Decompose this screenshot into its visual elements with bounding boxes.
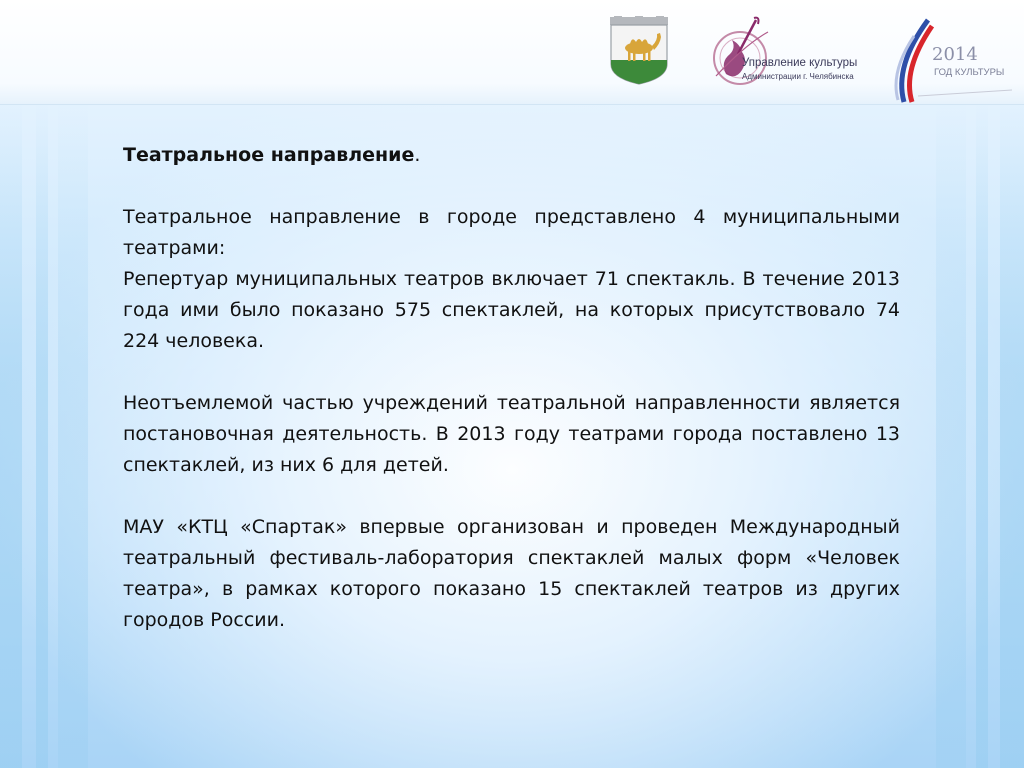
section-title xyxy=(123,140,900,171)
paragraph-productions: Неотъемлемой частью учреждений театральной направленности является постановочная деятельность. В 2013 году театрами города поставлено 13 спектаклей, из них 6 для детей. xyxy=(123,392,900,476)
right-stripe-1 xyxy=(936,100,966,768)
paragraph-repertoire: Репертуар муниципальных театров включает 71 спектакль. В течение 2013 года ими было показано 575 спектаклей, на которых присутствовало 74 224 человека. xyxy=(123,268,900,352)
coat-of-arms-icon xyxy=(608,16,670,86)
culture-logo-subtitle: Администрации г. Челябинска xyxy=(742,72,854,81)
left-stripe-2 xyxy=(36,100,48,768)
year-logo-caption: ГОД КУЛЬТУРЫ xyxy=(934,67,1005,78)
right-stripe-3 xyxy=(1000,100,1024,768)
paragraph-festival: МАУ «КТЦ «Спартак» впервые организован и проведен Международный театральный фестиваль-лаборатория спектаклей малых форм «Человек театра», в рамках которого показано 15 спектаклей театров из других городов России. xyxy=(123,516,900,631)
slide-content xyxy=(123,140,900,636)
year-logo-number: 2014 xyxy=(932,44,978,65)
left-stripe-1 xyxy=(0,100,22,768)
header-bar xyxy=(0,0,1024,105)
left-stripe-3 xyxy=(58,100,88,768)
culture-logo-title: Управление культуры xyxy=(742,57,858,69)
paragraph-theatres-count: Театральное направление в городе представлено 4 муниципальными театрами: xyxy=(123,206,900,259)
section-title-text: Театральное направление xyxy=(123,144,415,166)
section-title-period: . xyxy=(414,144,421,166)
right-stripe-2 xyxy=(976,100,988,768)
